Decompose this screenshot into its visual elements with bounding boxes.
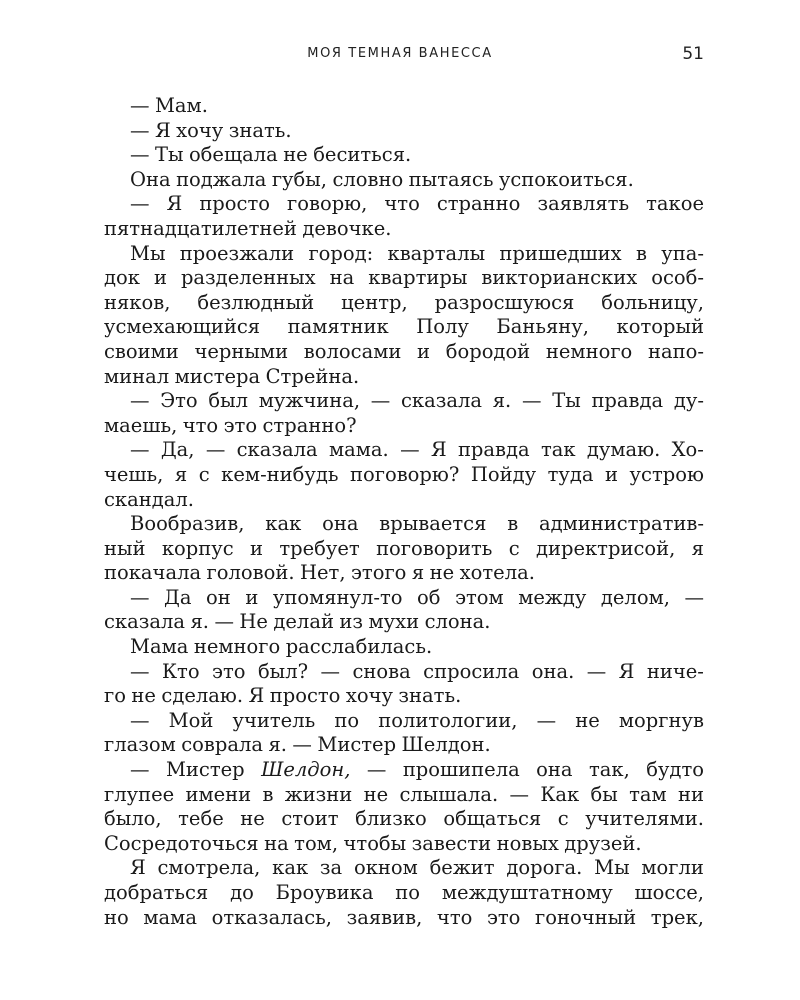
word: туда bbox=[547, 462, 594, 486]
text-line bbox=[104, 733, 704, 758]
running-head bbox=[0, 46, 800, 66]
text-line bbox=[104, 906, 704, 931]
word: — bbox=[320, 659, 340, 683]
word: губы, bbox=[271, 167, 327, 191]
word: я bbox=[411, 561, 425, 585]
word: бородой bbox=[445, 339, 531, 363]
word: правда bbox=[591, 389, 664, 413]
text-line bbox=[104, 315, 704, 340]
word: в bbox=[635, 241, 647, 265]
word: поджала bbox=[176, 167, 267, 191]
page-number: 51 bbox=[682, 44, 704, 64]
word: был bbox=[208, 389, 249, 413]
word: слышала. bbox=[399, 782, 499, 806]
word: просто bbox=[199, 192, 270, 216]
word: с bbox=[557, 807, 569, 831]
text-line bbox=[104, 635, 704, 660]
word: Да, bbox=[160, 438, 195, 462]
text-line bbox=[104, 168, 704, 193]
text-line bbox=[104, 217, 704, 242]
text-line bbox=[104, 807, 704, 832]
word: ду- bbox=[673, 389, 704, 413]
word: минал bbox=[104, 364, 170, 388]
word: друзей. bbox=[564, 831, 642, 855]
word: близко bbox=[355, 807, 427, 831]
word: кем-нибудь bbox=[221, 462, 339, 486]
text-line bbox=[104, 783, 704, 808]
word: бежит bbox=[429, 856, 495, 880]
word: добраться bbox=[104, 881, 209, 904]
word: мистера bbox=[174, 364, 261, 388]
word: словно bbox=[332, 167, 404, 191]
word: учителями. bbox=[585, 807, 704, 831]
book-title: МОЯ ТЕМНАЯ ВАНЕССА bbox=[307, 46, 493, 61]
text-line bbox=[104, 709, 704, 734]
word: это bbox=[223, 413, 258, 437]
word: покачала bbox=[104, 561, 202, 585]
word: там bbox=[629, 782, 667, 806]
word: — bbox=[370, 389, 391, 413]
word: Не bbox=[239, 610, 268, 634]
word: между bbox=[518, 585, 587, 609]
word: думаю. bbox=[586, 438, 661, 462]
word: административ- bbox=[538, 512, 704, 536]
word: — bbox=[366, 758, 387, 782]
word: завести bbox=[411, 831, 492, 855]
word: — bbox=[292, 733, 312, 757]
word: до bbox=[230, 881, 254, 904]
word: знать. bbox=[398, 684, 462, 708]
word: Мистер bbox=[165, 758, 245, 782]
text-line bbox=[104, 856, 704, 881]
word: стоит bbox=[281, 807, 339, 831]
word: корпус bbox=[161, 536, 234, 560]
word: я bbox=[174, 462, 188, 486]
word: это bbox=[486, 905, 521, 929]
word: город: bbox=[308, 241, 374, 265]
word: своими bbox=[104, 339, 179, 363]
text-line bbox=[104, 660, 704, 685]
word: Стрейна. bbox=[265, 364, 360, 388]
word: Мистер bbox=[317, 733, 397, 757]
word: волосами bbox=[303, 339, 402, 363]
word: викторианских bbox=[481, 266, 638, 290]
word: бы bbox=[590, 782, 618, 806]
text-line bbox=[104, 340, 704, 365]
word: учитель bbox=[232, 708, 316, 732]
word: ни bbox=[678, 782, 704, 806]
word: обещала bbox=[188, 143, 278, 167]
word: Вообразив, bbox=[130, 512, 245, 536]
word: слона. bbox=[424, 610, 491, 634]
word: общаться bbox=[443, 807, 542, 831]
word: расслабилась. bbox=[285, 635, 433, 659]
word: мама. bbox=[328, 438, 389, 462]
word: док bbox=[104, 266, 140, 290]
word: заявив, bbox=[346, 905, 423, 929]
word: снова bbox=[352, 659, 411, 683]
word: смотрела, bbox=[157, 856, 261, 880]
word: больницу, bbox=[601, 290, 704, 314]
word: — bbox=[536, 708, 557, 732]
word: маешь, bbox=[104, 413, 178, 437]
word: Я bbox=[430, 438, 447, 462]
word: Мой bbox=[168, 708, 214, 732]
word: отказалась, bbox=[211, 905, 332, 929]
word: успокоиться. bbox=[498, 167, 634, 191]
word: — bbox=[214, 610, 234, 634]
word: этом bbox=[455, 585, 504, 609]
word: просто bbox=[269, 684, 341, 708]
word: хочу bbox=[176, 118, 224, 142]
text-line bbox=[104, 684, 704, 709]
word: разделенных bbox=[180, 266, 316, 290]
word: на bbox=[264, 831, 289, 855]
word: этого bbox=[351, 561, 407, 585]
word: — bbox=[130, 389, 150, 413]
word: спросила bbox=[423, 659, 520, 683]
word: — bbox=[205, 438, 226, 462]
word: я. bbox=[190, 610, 209, 634]
word: Нет, bbox=[300, 561, 346, 585]
word: она bbox=[322, 512, 359, 536]
word: это bbox=[212, 659, 246, 683]
text-line bbox=[104, 758, 704, 783]
word: знать. bbox=[228, 118, 292, 142]
word: не bbox=[575, 708, 600, 732]
word: мухи bbox=[368, 610, 420, 634]
word: особ- bbox=[651, 266, 704, 290]
word: заявлять bbox=[537, 192, 630, 216]
word: моргнув bbox=[618, 708, 704, 732]
word: прошипела bbox=[402, 758, 520, 782]
word: Полу bbox=[416, 315, 469, 339]
word: поговорю? bbox=[350, 462, 460, 486]
word: скандал. bbox=[104, 487, 194, 511]
word: — bbox=[130, 143, 150, 167]
word: упомянул-то bbox=[272, 585, 403, 609]
word: по bbox=[395, 881, 421, 904]
word: кварталы bbox=[387, 241, 486, 265]
word: не bbox=[131, 684, 156, 708]
word: сделаю. bbox=[161, 684, 244, 708]
word: Я bbox=[154, 118, 171, 142]
word: как bbox=[265, 512, 302, 536]
word: не bbox=[363, 782, 389, 806]
word: но bbox=[104, 905, 129, 929]
text-line bbox=[104, 192, 704, 217]
word: пришедших bbox=[499, 241, 622, 265]
word: из bbox=[339, 610, 364, 634]
word: Кто bbox=[161, 659, 200, 683]
word: Это bbox=[160, 389, 198, 413]
word: который bbox=[616, 315, 704, 339]
word: был? bbox=[257, 659, 309, 683]
word: ниче- bbox=[646, 659, 704, 683]
word: странно bbox=[436, 192, 521, 216]
word: — bbox=[684, 585, 704, 609]
word: она. bbox=[531, 659, 575, 683]
text-line bbox=[104, 537, 704, 562]
text-line bbox=[104, 488, 704, 513]
word: дорога. bbox=[506, 856, 583, 880]
word: памятник bbox=[287, 315, 389, 339]
word: она bbox=[536, 758, 573, 782]
word: Как bbox=[540, 782, 580, 806]
word: чтобы bbox=[343, 831, 407, 855]
word: Сосредоточься bbox=[104, 831, 259, 855]
word: — bbox=[130, 192, 150, 216]
word: устрою bbox=[629, 462, 704, 486]
body-text bbox=[104, 94, 704, 930]
word: сказала bbox=[236, 438, 318, 462]
word: тебе bbox=[178, 807, 224, 831]
word: сказала bbox=[401, 389, 483, 413]
word: го bbox=[104, 684, 126, 708]
word: немного bbox=[193, 635, 281, 659]
word: говорю, bbox=[287, 192, 368, 216]
word: могли bbox=[641, 856, 704, 880]
word: с bbox=[508, 536, 520, 560]
word: странно? bbox=[262, 413, 357, 437]
word: глазом bbox=[104, 733, 176, 757]
word: Мама bbox=[130, 635, 189, 659]
text-line bbox=[104, 561, 704, 586]
word: жизни bbox=[284, 782, 353, 806]
word: как bbox=[272, 856, 309, 880]
word: междуштатному bbox=[441, 881, 613, 904]
word: и bbox=[605, 462, 619, 486]
word: в bbox=[262, 782, 274, 806]
word: будто bbox=[646, 758, 704, 782]
word: Мы bbox=[594, 856, 630, 880]
text-line bbox=[104, 414, 704, 439]
word: что bbox=[436, 905, 473, 929]
text-line bbox=[104, 291, 704, 316]
word: в bbox=[507, 512, 519, 536]
text-line bbox=[104, 512, 704, 537]
word: трек, bbox=[650, 905, 704, 929]
text-line bbox=[104, 586, 704, 611]
text-line bbox=[104, 610, 704, 635]
text-line bbox=[104, 242, 704, 267]
word: и bbox=[245, 585, 259, 609]
word: хочу bbox=[345, 684, 393, 708]
word: мама bbox=[143, 905, 197, 929]
word: он bbox=[206, 585, 231, 609]
word: не bbox=[429, 561, 455, 585]
word: и bbox=[417, 339, 431, 363]
word: окном bbox=[353, 856, 418, 880]
word: шоссе, bbox=[634, 881, 704, 904]
word: правда bbox=[457, 438, 530, 462]
text-line bbox=[104, 94, 704, 119]
word: Мам. bbox=[154, 94, 208, 117]
word: Она bbox=[130, 167, 171, 191]
word: не bbox=[283, 143, 308, 167]
word: Шелдон. bbox=[401, 733, 491, 757]
word: — bbox=[400, 438, 420, 462]
word: черными bbox=[194, 339, 289, 363]
word: хотела. bbox=[459, 561, 535, 585]
word: имени bbox=[185, 782, 252, 806]
word: — bbox=[130, 708, 150, 732]
word: Я bbox=[618, 659, 635, 683]
text-line bbox=[104, 266, 704, 291]
word: чешь, bbox=[104, 462, 164, 486]
word: гоночный bbox=[535, 905, 637, 929]
word: немного bbox=[545, 339, 633, 363]
word: — bbox=[130, 585, 150, 609]
word: — bbox=[130, 94, 150, 117]
word: центр, bbox=[341, 290, 408, 314]
word: с bbox=[198, 462, 210, 486]
word: девочке. bbox=[302, 216, 392, 240]
word: Баньяну, bbox=[496, 315, 589, 339]
word: Я bbox=[248, 684, 265, 708]
word: делай bbox=[273, 610, 334, 634]
text-line bbox=[104, 143, 704, 168]
word: проезжали bbox=[179, 241, 295, 265]
word: так, bbox=[588, 758, 630, 782]
word: головой. bbox=[206, 561, 295, 585]
text-line bbox=[104, 438, 704, 463]
word: пытаясь bbox=[408, 167, 494, 191]
word: новых bbox=[496, 831, 559, 855]
text-line bbox=[104, 119, 704, 144]
word: — bbox=[521, 389, 542, 413]
word: и bbox=[153, 266, 167, 290]
word: я bbox=[691, 536, 704, 560]
word: я. bbox=[492, 389, 512, 413]
word: мужчина, bbox=[258, 389, 361, 413]
word: так bbox=[540, 438, 576, 462]
word: разросшуюся bbox=[434, 290, 575, 314]
word: поговорить bbox=[376, 536, 493, 560]
text-line bbox=[104, 832, 704, 857]
word: — bbox=[130, 758, 150, 782]
word: Пойду bbox=[470, 462, 537, 486]
word: Ты bbox=[552, 389, 581, 413]
word: что bbox=[384, 192, 420, 216]
word: Я bbox=[130, 856, 146, 880]
word: — bbox=[509, 782, 530, 806]
word: директрисой, bbox=[535, 536, 676, 560]
word: было, bbox=[104, 807, 162, 831]
text-line bbox=[104, 365, 704, 390]
word: Шелдон, bbox=[261, 758, 351, 782]
word: ный bbox=[104, 536, 146, 560]
word: том, bbox=[294, 831, 339, 855]
word: Мы bbox=[130, 241, 166, 265]
word: — bbox=[130, 438, 150, 462]
word: Броувика bbox=[275, 881, 374, 904]
word: и bbox=[250, 536, 264, 560]
word: глупее bbox=[104, 782, 175, 806]
word: Хо- bbox=[671, 438, 704, 462]
word: что bbox=[182, 413, 219, 437]
word: Я bbox=[166, 192, 183, 216]
word: Ты bbox=[154, 143, 184, 167]
text-line bbox=[104, 389, 704, 414]
word: делом, bbox=[600, 585, 670, 609]
word: упа- bbox=[661, 241, 704, 265]
word: пятнадцатилетней bbox=[104, 216, 297, 240]
word: безлюдный bbox=[197, 290, 315, 314]
word: — bbox=[130, 118, 150, 142]
word: — bbox=[130, 659, 150, 683]
word: няков, bbox=[104, 290, 171, 314]
word: Да bbox=[164, 585, 192, 609]
word: я. bbox=[268, 733, 287, 757]
word: усмехающийся bbox=[104, 315, 261, 339]
word: не bbox=[240, 807, 265, 831]
word: врывается bbox=[379, 512, 487, 536]
word: на bbox=[329, 266, 355, 290]
word: по bbox=[334, 708, 360, 732]
word: соврала bbox=[181, 733, 263, 757]
text-line bbox=[104, 463, 704, 488]
word: политологии, bbox=[378, 708, 518, 732]
word: за bbox=[319, 856, 343, 880]
word: требует bbox=[279, 536, 360, 560]
word: об bbox=[417, 585, 441, 609]
word: — bbox=[586, 659, 607, 683]
text-line bbox=[104, 881, 704, 906]
word: напо- bbox=[647, 339, 704, 363]
word: такое bbox=[646, 192, 704, 216]
word: квартиры bbox=[368, 266, 468, 290]
word: беситься. bbox=[313, 143, 412, 167]
word: сказала bbox=[104, 610, 186, 634]
